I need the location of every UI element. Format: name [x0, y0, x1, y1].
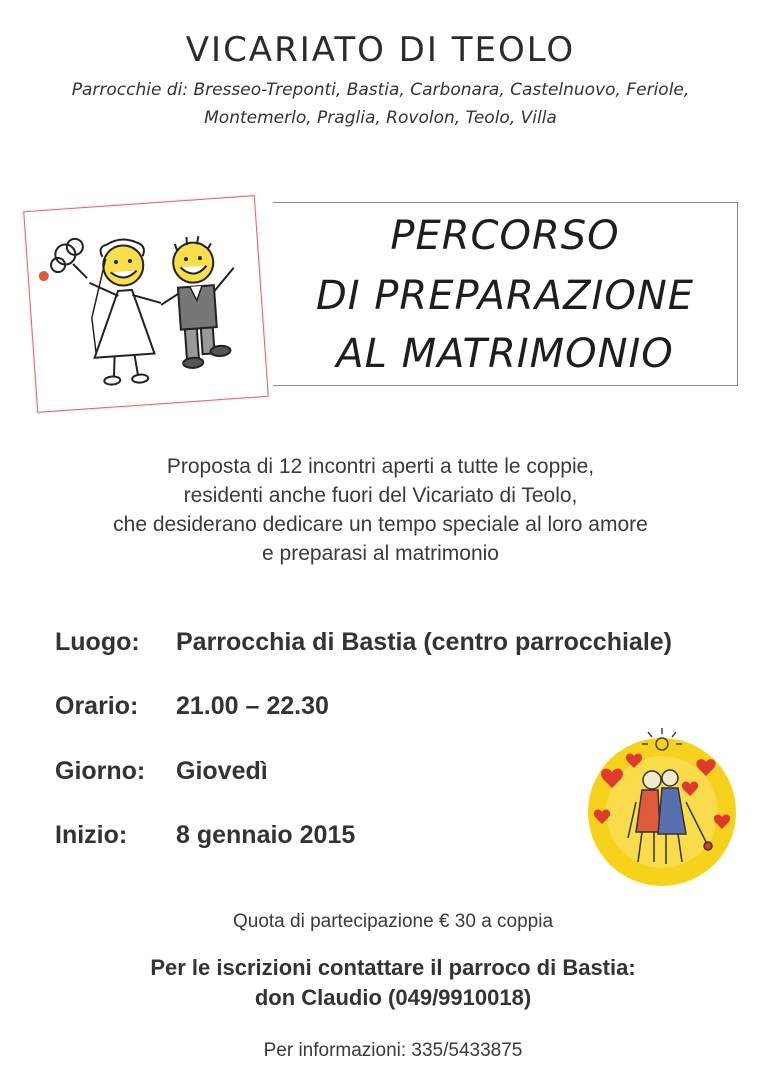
inizio-value: 8 gennaio 2015: [176, 821, 356, 849]
groom-figure: [156, 234, 240, 370]
contact-line-1: Per le iscrizioni contattare il parroco di Bastia:: [150, 955, 636, 980]
giorno-label: Giorno:: [55, 757, 146, 785]
bride-groom-illustration: [23, 195, 269, 413]
couple-sun-drawing: [582, 722, 742, 887]
participation-fee: Quota di partecipazione € 30 a coppia: [232, 911, 554, 932]
intro-line-2: residenti anche fuori del Vicariato di Teolo,: [183, 484, 578, 507]
parishes-line-1: Parrocchie di: Bresseo-Treponti, Bastia, Carbonara, Castelnuovo, Feriole,: [71, 80, 690, 100]
page-title: VICARIATO DI TEOLO: [185, 30, 576, 70]
luogo-label: Luogo:: [55, 628, 140, 656]
intro-line-3: che desiderano dedicare un tempo speciale al loro amore: [113, 513, 648, 536]
course-title-box: [273, 202, 738, 386]
intro-line-1: Proposta di 12 incontri aperti a tutte le coppie,: [166, 455, 595, 478]
elderly-couple-illustration: [582, 722, 742, 887]
course-title-line-1: PERCORSO: [390, 213, 620, 259]
giorno-value: Giovedì: [176, 757, 268, 785]
orario-value: 21.00 – 22.30: [176, 692, 329, 720]
course-title-line-2: DI PREPARAZIONE: [315, 273, 695, 319]
intro-line-4: e preparasi al matrimonio: [262, 542, 499, 565]
contact-line-2: don Claudio (049/9910018): [254, 985, 532, 1010]
parishes-line-2: Montemerlo, Praglia, Rovolon, Teolo, Villa: [204, 108, 557, 128]
info-phone: Per informazioni: 335/5433875: [263, 1040, 523, 1061]
bride-figure: [87, 237, 167, 386]
bride-groom-drawing: [24, 196, 267, 412]
bouquet-icon: [36, 238, 87, 281]
luogo-value: Parrocchia di Bastia (centro parrocchiale): [176, 628, 673, 656]
inizio-label: Inizio:: [55, 821, 128, 849]
orario-label: Orario:: [55, 692, 139, 720]
course-title-line-3: AL MATRIMONIO: [336, 331, 674, 377]
